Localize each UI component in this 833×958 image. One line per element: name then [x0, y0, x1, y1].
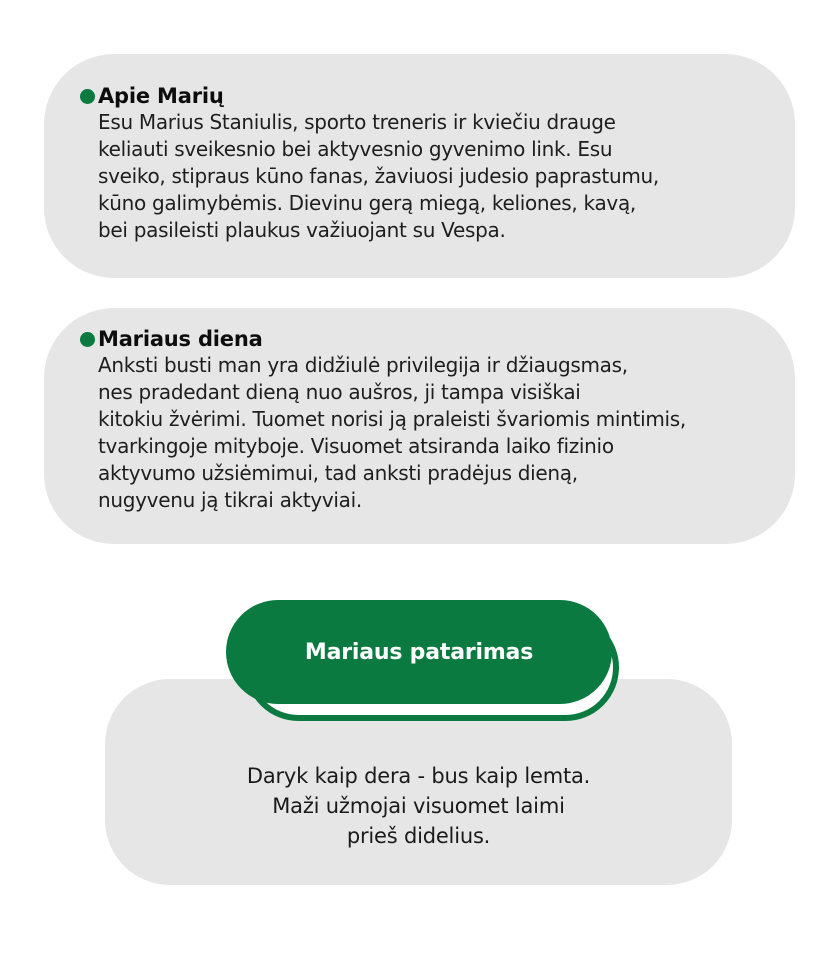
day-line: nes pradedant dieną nuo aušros, ji tampa visiškai — [98, 380, 581, 404]
day-heading-text: Mariaus diena — [98, 327, 263, 351]
day-heading — [80, 326, 263, 352]
bullet-dot-icon — [80, 89, 95, 104]
about-heading — [80, 83, 224, 109]
bullet-dot-icon — [80, 332, 95, 347]
tip-line: Daryk kaip dera - bus kaip lemta. — [246, 764, 591, 788]
day-line: Anksti busti man yra didžiulė privilegija ir džiaugsmas, — [98, 353, 628, 377]
about-heading-text: Apie Marių — [98, 84, 224, 108]
about-line: keliauti sveikesnio bei aktyvesnio gyvenimo link. Esu — [98, 137, 613, 161]
tip-line: prieš didelius. — [346, 824, 491, 848]
about-line: kūno galimybėmis. Dievinu gerą miegą, keliones, kavą, — [98, 191, 636, 215]
about-line: bei pasileisti plaukus važiuojant su Vespa. — [98, 218, 506, 242]
day-line: aktyvumo užsiėmimui, tad anksti pradėjus dieną, — [98, 461, 578, 485]
tip-button[interactable] — [226, 600, 612, 704]
tip-quote — [105, 761, 732, 851]
tip-line: Maži užmojai visuomet laimi — [272, 794, 565, 818]
about-line: Esu Marius Staniulis, sporto treneris ir kviečiu drauge — [98, 110, 616, 134]
about-text — [98, 109, 788, 244]
day-text — [98, 352, 788, 514]
day-line: tvarkingoje mityboje. Visuomet atsiranda laiko fizinio — [98, 434, 614, 458]
day-line: nugyvenu ją tikrai aktyviai. — [98, 488, 362, 512]
tip-button-label: Mariaus patarimas — [304, 639, 534, 665]
day-line: kitokiu žvėrimi. Tuomet norisi ją praleisti švariomis mintimis, — [98, 407, 686, 431]
about-line: sveiko, stipraus kūno fanas, žaviuosi judesio paprastumu, — [98, 164, 659, 188]
